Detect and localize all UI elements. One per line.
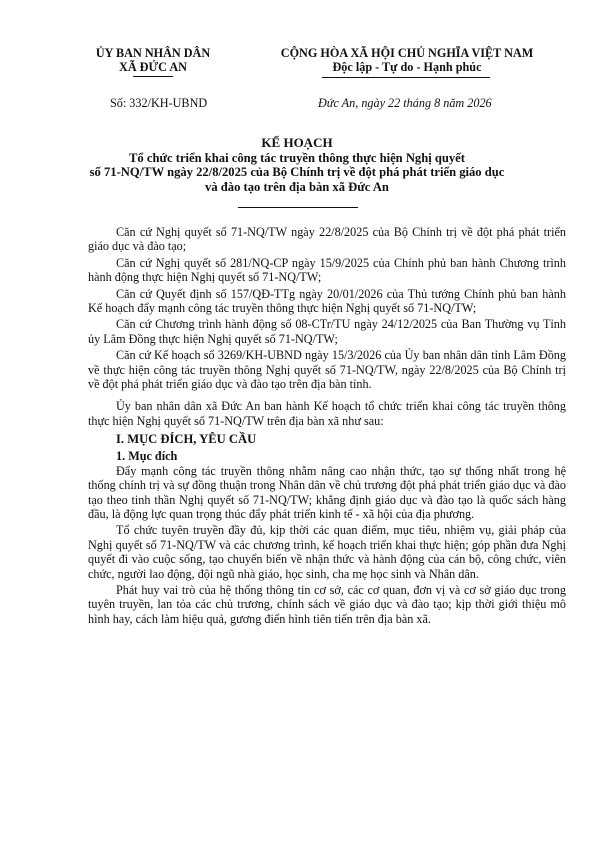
legal-basis-2: Căn cứ Nghị quyết số 281/NQ-CP ngày 15/9/2025 của Chính phủ ban hành Chương trình hành động thực hiện Nghị quyết số 71-NQ/TW; [88, 255, 566, 285]
authority-underline [133, 76, 173, 77]
motto: Độc lập - Tự do - Hạnh phúc [332, 60, 482, 74]
document-body [88, 225, 566, 628]
national-motto [248, 46, 566, 74]
subsection-heading-purpose: 1. Mục đích [116, 449, 178, 464]
intro-paragraph: Ủy ban nhân dân xã Đức An ban hành Kế hoạch tổ chức triển khai công tác truyền thông thực hiện Nghị quyết số 71-NQ/TW trên địa bàn xã như sau: [88, 399, 566, 428]
authority-line-2: XÃ ĐỨC AN [119, 60, 187, 74]
legal-basis-1: Căn cứ Nghị quyết số 71-NQ/TW ngày 22/8/2025 của Bộ Chính trị về đột phá phát triển giáo dục và đào tạo; [88, 225, 566, 254]
legal-basis-3: Căn cứ Quyết định số 157/QĐ-TTg ngày 20/01/2026 của Thủ tướng Chính phủ ban hành Kế hoạch đẩy mạnh công tác truyền thông thực hiện Nghị quyết số 71-NQ/TW; [88, 286, 566, 316]
document-title [60, 136, 534, 194]
section-heading-1: I. MỤC ĐÍCH, YÊU CẦU [116, 432, 257, 447]
legal-basis-5: Căn cứ Kế hoạch số 3269/KH-UBND ngày 15/3/2026 của Ủy ban nhân dân tỉnh Lâm Đồng về thực hiện công tác truyền thông Nghị quyết số 71-NQ/TW, ngày 22/8/2025 của Bộ Chính trị về đột phá phát triển giáo dục và đào tạo trên địa bàn tỉnh. [88, 348, 566, 392]
title-line-4: và đào tạo trên địa bàn xã Đức An [205, 179, 389, 194]
title-line-3: số 71-NQ/TW ngày 22/8/2025 của Bộ Chính trị về đột phá phát triển giáo dục [89, 165, 505, 179]
title-underline [238, 207, 358, 208]
issuing-authority [88, 46, 218, 74]
purpose-paragraph-1: Đẩy mạnh công tác truyền thông nhằm nâng cao nhận thức, tạo sự thống nhất trong hệ thống chính trị và sự đồng thuận trong Nhân dân về chủ trương đột phá phát triển giáo dục và đào tạo theo tinh thần Nghị quyết số 71-NQ/TW; khẳng định giáo dục và đào tạo là quốc sách hàng đầu, là động lực quan trọng thúc đẩy phát triển kinh tế - xã hội của địa phương. [88, 463, 566, 521]
purpose-paragraph-3: Phát huy vai trò của hệ thống thông tin cơ sở, các cơ quan, đơn vị và cơ sở giáo dục trong tuyên truyền, lan tỏa các chủ trương, chính sách về giáo dục và đào tạo; kịp thời giới thiệu mô hình hay, cách làm hiệu quả, gương điển hình tiên tiến trên địa bàn xã. [88, 582, 566, 626]
legal-basis-4: Căn cứ Chương trình hành động số 08-CTr/TU ngày 24/12/2025 của Ban Thường vụ Tỉnh ủy Lâm Đồng thực hiện Nghị quyết số 71-NQ/TW; [88, 317, 566, 346]
title-line-2: Tổ chức triển khai công tác truyền thông thực hiện Nghị quyết [129, 150, 465, 165]
motto-underline [322, 77, 490, 78]
authority-line-1: ỦY BAN NHÂN DÂN [95, 46, 211, 60]
title-kind: KẾ HOẠCH [261, 135, 333, 150]
document-number: Số: 332/KH-UBND [110, 96, 208, 110]
country-name: CỘNG HÒA XÃ HỘI CHỦ NGHĨA VIỆT NAM [280, 46, 534, 60]
purpose-paragraph-2: Tổ chức tuyên truyền đầy đủ, kịp thời các quan điểm, mục tiêu, nhiệm vụ, giải pháp của Nghị quyết số 71-NQ/TW và các chương trình, kế hoạch triển khai thực hiện; góp phần đưa Nghị quyết đi vào cuộc sống, tạo chuyển biến về nhận thức và hành động của cán bộ, công chức, viên chức, người lao động, đội ngũ nhà giáo, học sinh, cha mẹ học sinh và Nhân dân. [88, 523, 566, 581]
document-date: Đức An, ngày 22 tháng 8 năm 2026 [318, 96, 492, 110]
